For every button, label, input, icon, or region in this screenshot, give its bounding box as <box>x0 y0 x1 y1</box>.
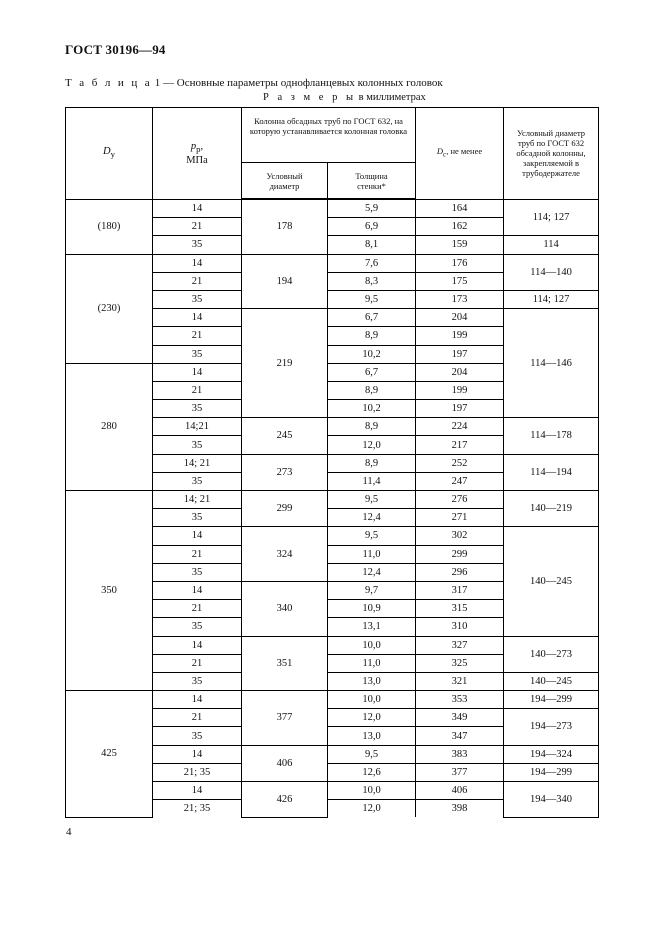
wall-thickness-cell: 6,7 <box>328 363 416 381</box>
pressure-cell: 21 <box>153 600 242 618</box>
dc-cell: 252 <box>416 454 504 472</box>
dc-cell: 302 <box>416 527 504 545</box>
hanger-diameter-cell: 114; 127 <box>504 290 599 308</box>
hanger-diameter-cell: 140—245 <box>504 672 599 690</box>
dy-cell: (230) <box>66 254 153 363</box>
pressure-cell: 14 <box>153 254 242 272</box>
pressure-cell: 35 <box>153 290 242 308</box>
dc-cell: 197 <box>416 400 504 418</box>
dc-cell: 317 <box>416 581 504 599</box>
pressure-cell: 35 <box>153 345 242 363</box>
header-wall-thickness: Толщина стенки* <box>328 163 416 200</box>
pressure-cell: 21 <box>153 709 242 727</box>
pressure-cell: 21 <box>153 545 242 563</box>
wall-thickness-cell: 9,5 <box>328 290 416 308</box>
hanger-diameter-cell: 194—299 <box>504 691 599 709</box>
nominal-diameter-cell: 377 <box>242 691 328 746</box>
wall-thickness-cell: 6,7 <box>328 309 416 327</box>
dc-cell: 347 <box>416 727 504 745</box>
nominal-diameter-cell: 340 <box>242 581 328 636</box>
hanger-diameter-cell: 114; 127 <box>504 199 599 236</box>
dc-cell: 383 <box>416 745 504 763</box>
wall-thickness-cell: 5,9 <box>328 199 416 218</box>
pressure-cell: 21 <box>153 272 242 290</box>
dy-cell: (180) <box>66 199 153 254</box>
wall-thickness-cell: 10,2 <box>328 345 416 363</box>
dc-cell: 204 <box>416 363 504 381</box>
wall-thickness-cell: 11,4 <box>328 472 416 490</box>
dc-cell: 325 <box>416 654 504 672</box>
table-caption-text: 1 — Основные параметры однофланцевых колонных головок <box>154 77 443 89</box>
page-number: 4 <box>66 826 72 838</box>
pressure-cell: 14 <box>153 581 242 599</box>
wall-thickness-cell: 8,9 <box>328 454 416 472</box>
dc-cell: 377 <box>416 763 504 781</box>
wall-thickness-cell: 8,1 <box>328 236 416 254</box>
hanger-diameter-cell: 140—219 <box>504 491 599 527</box>
hanger-diameter-cell: 114—140 <box>504 254 599 290</box>
nominal-diameter-cell: 351 <box>242 636 328 691</box>
nominal-diameter-cell: 178 <box>242 199 328 254</box>
wall-thickness-cell: 9,5 <box>328 745 416 763</box>
header-casing-group: Колонна обсадных труб по ГОСТ 632, на которую устанавливается колонная головка <box>242 108 416 163</box>
table-row <box>66 254 599 272</box>
pressure-cell: 35 <box>153 436 242 454</box>
table-row <box>66 199 599 218</box>
wall-thickness-cell: 10,0 <box>328 691 416 709</box>
units-note <box>263 92 426 103</box>
pressure-cell: 35 <box>153 236 242 254</box>
wall-thickness-cell: 11,0 <box>328 545 416 563</box>
dy-cell: 280 <box>66 363 153 490</box>
hanger-diameter-cell: 194—299 <box>504 763 599 781</box>
nominal-diameter-cell: 426 <box>242 782 328 818</box>
dy-cell: 350 <box>66 491 153 691</box>
wall-thickness-cell: 12,4 <box>328 509 416 527</box>
wall-thickness-cell: 11,0 <box>328 654 416 672</box>
pressure-cell: 21 <box>153 218 242 236</box>
pressure-cell: 35 <box>153 727 242 745</box>
wall-thickness-cell: 8,3 <box>328 272 416 290</box>
pressure-cell: 14 <box>153 782 242 800</box>
units-text: в миллиметрах <box>358 92 426 103</box>
standard-title: ГОСТ 30196—94 <box>65 42 166 57</box>
pressure-cell: 35 <box>153 618 242 636</box>
dc-cell: 197 <box>416 345 504 363</box>
pressure-cell: 35 <box>153 563 242 581</box>
dc-cell: 310 <box>416 618 504 636</box>
wall-thickness-cell: 8,9 <box>328 418 416 436</box>
nominal-diameter-cell: 219 <box>242 309 328 418</box>
dc-cell: 159 <box>416 236 504 254</box>
pressure-cell: 21 <box>153 654 242 672</box>
pressure-cell: 14 <box>153 527 242 545</box>
wall-thickness-cell: 12,0 <box>328 709 416 727</box>
hanger-diameter-cell: 194—324 <box>504 745 599 763</box>
parameters-table <box>65 107 599 818</box>
wall-thickness-cell: 10,0 <box>328 782 416 800</box>
wall-thickness-cell: 7,6 <box>328 254 416 272</box>
wall-thickness-cell: 13,0 <box>328 672 416 690</box>
pressure-cell: 14 <box>153 745 242 763</box>
wall-thickness-cell: 13,1 <box>328 618 416 636</box>
table-caption-label: Т а б л и ц а <box>65 77 153 89</box>
pressure-cell: 14; 21 <box>153 491 242 509</box>
table-caption <box>65 77 443 89</box>
header-dy: $D_у$ <box>66 108 153 200</box>
wall-thickness-cell: 9,7 <box>328 581 416 599</box>
pressure-cell: 35 <box>153 509 242 527</box>
pressure-cell: 14 <box>153 309 242 327</box>
dc-cell: 173 <box>416 290 504 308</box>
nominal-diameter-cell: 194 <box>242 254 328 309</box>
wall-thickness-cell: 12,0 <box>328 436 416 454</box>
header-pressure: $p_р$, МПа <box>153 108 242 200</box>
dc-cell: 349 <box>416 709 504 727</box>
nominal-diameter-cell: 299 <box>242 491 328 527</box>
hanger-diameter-cell: 114—178 <box>504 418 599 454</box>
pressure-cell: 21 <box>153 327 242 345</box>
header-nominal-diameter: Условный диаметр <box>242 163 328 200</box>
dy-cell: 425 <box>66 691 153 818</box>
wall-thickness-cell: 10,2 <box>328 400 416 418</box>
table-row <box>66 691 599 709</box>
pressure-cell: 21; 35 <box>153 800 242 818</box>
dc-cell: 199 <box>416 327 504 345</box>
wall-thickness-cell: 12,4 <box>328 563 416 581</box>
pressure-cell: 14;21 <box>153 418 242 436</box>
pressure-cell: 35 <box>153 672 242 690</box>
hanger-diameter-cell: 114—146 <box>504 309 599 418</box>
wall-thickness-cell: 8,9 <box>328 327 416 345</box>
dc-cell: 321 <box>416 672 504 690</box>
dc-cell: 247 <box>416 472 504 490</box>
pressure-cell: 14 <box>153 363 242 381</box>
wall-thickness-cell: 9,5 <box>328 527 416 545</box>
dc-cell: 175 <box>416 272 504 290</box>
header-hanger: Условный диаметр труб по ГОСТ 632 обсадной колонны, закрепляемой в трубодержателе <box>504 108 599 200</box>
pressure-cell: 14 <box>153 199 242 218</box>
dc-cell: 353 <box>416 691 504 709</box>
nominal-diameter-cell: 324 <box>242 527 328 582</box>
hanger-diameter-cell: 114—194 <box>504 454 599 490</box>
pressure-cell: 21 <box>153 381 242 399</box>
dc-cell: 315 <box>416 600 504 618</box>
dc-cell: 299 <box>416 545 504 563</box>
pressure-cell: 14 <box>153 691 242 709</box>
wall-thickness-cell: 9,5 <box>328 491 416 509</box>
dc-cell: 164 <box>416 199 504 218</box>
hanger-diameter-cell: 140—273 <box>504 636 599 672</box>
wall-thickness-cell: 12,6 <box>328 763 416 781</box>
dc-cell: 162 <box>416 218 504 236</box>
dc-cell: 204 <box>416 309 504 327</box>
dc-cell: 199 <box>416 381 504 399</box>
wall-thickness-cell: 10,0 <box>328 636 416 654</box>
wall-thickness-cell: 6,9 <box>328 218 416 236</box>
nominal-diameter-cell: 245 <box>242 418 328 454</box>
pressure-cell: 35 <box>153 472 242 490</box>
pressure-cell: 21; 35 <box>153 763 242 781</box>
wall-thickness-cell: 13,0 <box>328 727 416 745</box>
wall-thickness-cell: 10,9 <box>328 600 416 618</box>
hanger-diameter-cell: 194—273 <box>504 709 599 745</box>
hanger-diameter-cell: 194—340 <box>504 782 599 818</box>
pressure-cell: 14; 21 <box>153 454 242 472</box>
table-row <box>66 491 599 509</box>
units-label: Р а з м е р ы <box>263 92 357 103</box>
pressure-cell: 14 <box>153 636 242 654</box>
dc-cell: 176 <box>416 254 504 272</box>
nominal-diameter-cell: 273 <box>242 454 328 490</box>
dc-cell: 224 <box>416 418 504 436</box>
dc-cell: 271 <box>416 509 504 527</box>
dc-cell: 296 <box>416 563 504 581</box>
header-dc: $D_c$, не менее <box>416 108 504 200</box>
hanger-diameter-cell: 140—245 <box>504 527 599 636</box>
dc-cell: 406 <box>416 782 504 800</box>
nominal-diameter-cell: 406 <box>242 745 328 781</box>
pressure-cell: 35 <box>153 400 242 418</box>
dc-cell: 398 <box>416 800 504 818</box>
wall-thickness-cell: 8,9 <box>328 381 416 399</box>
wall-thickness-cell: 12,0 <box>328 800 416 818</box>
dc-cell: 327 <box>416 636 504 654</box>
dc-cell: 276 <box>416 491 504 509</box>
dc-cell: 217 <box>416 436 504 454</box>
hanger-diameter-cell: 114 <box>504 236 599 254</box>
